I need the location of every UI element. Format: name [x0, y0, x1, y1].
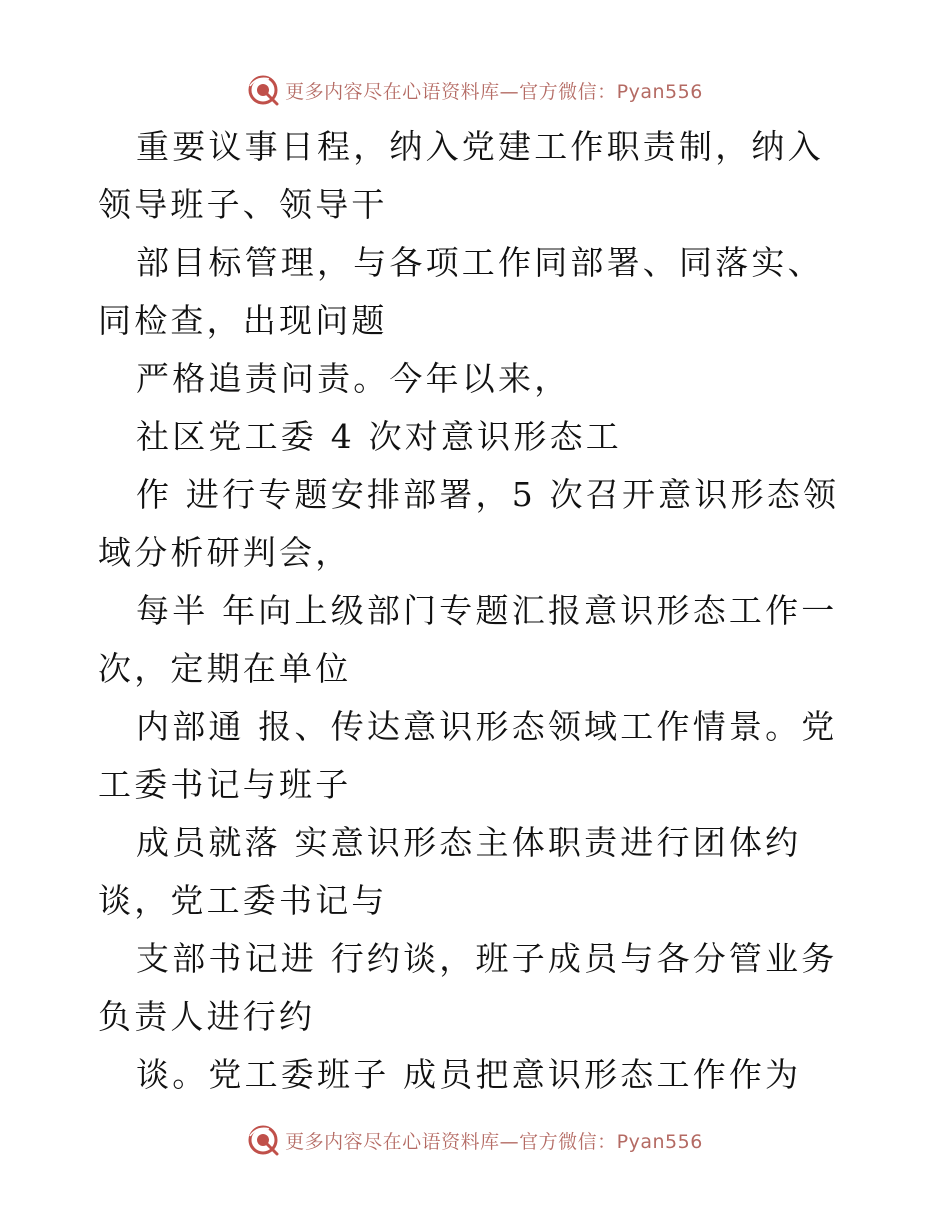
paragraph: 作 进行专题安排部署，5 次召开意识形态领域分析研判会， [98, 475, 840, 572]
paragraph: 支部书记进 行约谈，班子成员与各分管业务负责人进行约 [98, 939, 838, 1036]
pen-circle-logo-icon [247, 1124, 279, 1156]
paragraph: 每半 年向上级部门专题汇报意识形态工作一次，定期在单位 [98, 591, 838, 688]
paragraph: 谈。党工委班子 成员把意识形态工作作为 [136, 1055, 802, 1094]
paragraph: 严格追责问责。今年以来， [136, 359, 571, 398]
paragraph: 部目标管理，与各项工作同部署、同落实、同检查，出现问题 [98, 243, 824, 340]
paragraph: 内部通 报、传达意识形态领域工作情景。党工委书记与班子 [98, 707, 838, 804]
paragraph: 重要议事日程，纳入党建工作职责制，纳入领导班子、领导干 [98, 127, 824, 224]
header-banner [0, 70, 950, 110]
pen-circle-logo-icon [247, 74, 279, 106]
paragraph: 成员就落 实意识形态主体职责进行团体约谈，党工委书记与 [98, 823, 802, 920]
paragraph: 社区党工委 4 次对意识形态工 [136, 417, 622, 456]
footer-banner [0, 1120, 950, 1160]
footer-banner-text: 更多内容尽在心语资料库—官方微信：Pyan556 [285, 1130, 703, 1153]
header-banner-text: 更多内容尽在心语资料库—官方微信：Pyan556 [285, 80, 703, 103]
document-body [98, 118, 858, 1104]
